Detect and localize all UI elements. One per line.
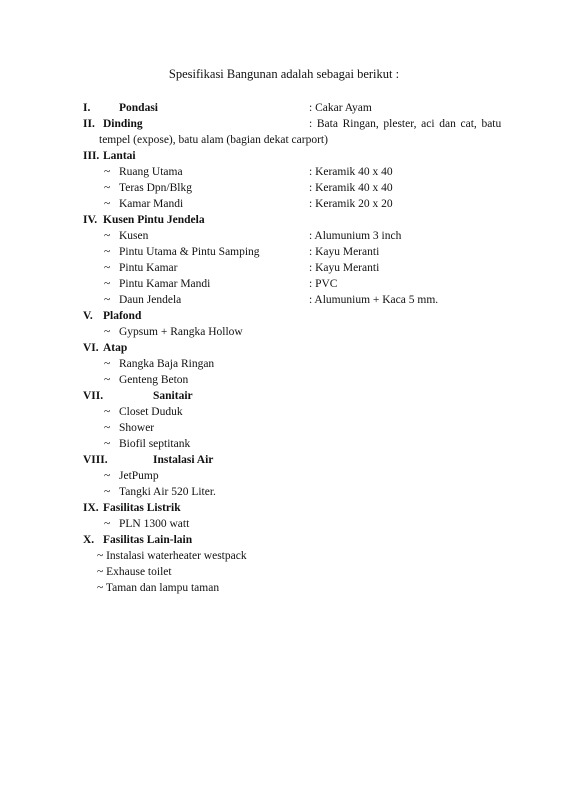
section-label: Atap <box>103 342 128 354</box>
section-number: VII. <box>83 390 104 402</box>
page-title: Spesifikasi Bangunan adalah sebagai berikut : <box>168 67 400 81</box>
section-value: : Bata Ringan, plester, aci dan cat, batu <box>309 118 502 130</box>
section-number: III. <box>83 150 100 162</box>
section-label: Lantai <box>103 150 136 162</box>
section-label: Pondasi <box>119 102 158 114</box>
section-value: : Cakar Ayam <box>309 102 372 114</box>
section-label: Plafond <box>103 310 142 322</box>
section-dinding-continuation: tempel (expose), batu alam (bagian dekat carport) <box>99 134 328 146</box>
section-label: Dinding <box>103 118 143 130</box>
section-label: Sanitair <box>153 390 193 402</box>
list-item: ~ Instalasi waterheater westpack <box>97 550 247 562</box>
section-number: X. <box>83 534 95 546</box>
section-number: VIII. <box>83 454 108 466</box>
section-label: Fasilitas Lain-lain <box>103 534 193 546</box>
section-number: IV. <box>83 214 98 226</box>
section-number: II. <box>83 118 95 130</box>
list-item: ~ Taman dan lampu taman <box>97 582 220 594</box>
section-number: VI. <box>83 342 99 354</box>
section-number: IX. <box>83 502 99 514</box>
section-number: I. <box>83 102 91 114</box>
section-number: V. <box>83 310 93 322</box>
section-label: Kusen Pintu Jendela <box>103 214 205 226</box>
list-item: ~ Exhause toilet <box>97 566 172 578</box>
section-label: Instalasi Air <box>153 454 214 466</box>
section-label: Fasilitas Listrik <box>103 502 181 514</box>
